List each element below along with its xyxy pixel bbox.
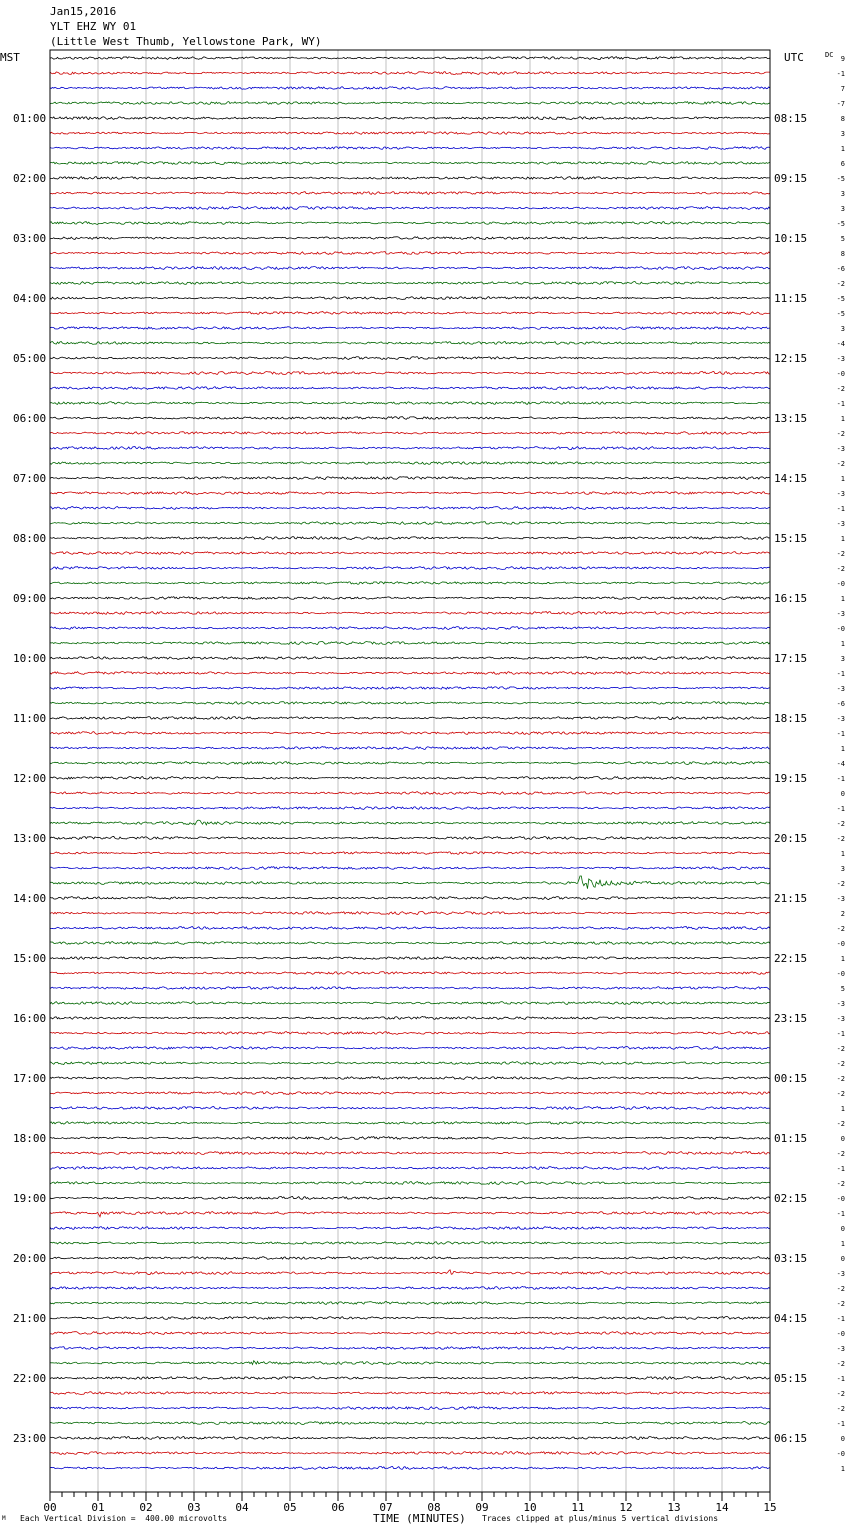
dc-offset-24: 1	[840, 415, 845, 423]
trace-row-47	[50, 762, 770, 765]
dc-offset-8: -5	[836, 175, 845, 183]
dc-offset-53: 1	[840, 850, 845, 858]
x-tick-label-03: 03	[187, 1501, 201, 1514]
utc-label-23: 06:15	[774, 1432, 808, 1445]
trace-row-12	[50, 237, 770, 240]
dc-column-title: DC	[825, 51, 834, 59]
trace-row-86	[50, 1347, 770, 1350]
dc-offset-89: -2	[836, 1390, 845, 1398]
dc-offset-86: -3	[836, 1345, 845, 1353]
dc-offset-46: 1	[840, 745, 845, 753]
dc-offset-3: -7	[836, 100, 845, 108]
trace-row-83	[50, 1301, 770, 1304]
x-tick-label-13: 13	[667, 1501, 681, 1514]
utc-label-21: 04:15	[774, 1312, 808, 1325]
dc-offset-26: -3	[836, 445, 845, 453]
mst-label-4: 04:00	[13, 292, 47, 305]
dc-offset-20: -3	[836, 355, 845, 363]
dc-offset-6: 1	[840, 145, 845, 153]
trace-row-54	[50, 867, 770, 870]
trace-row-53	[50, 852, 770, 855]
seismic-traces	[50, 57, 770, 1470]
dc-offset-70: 1	[840, 1105, 845, 1113]
dc-offset-71: -2	[836, 1120, 845, 1128]
mst-label-19: 19:00	[13, 1192, 47, 1205]
trace-row-4	[50, 117, 770, 120]
dc-offset-49: 0	[840, 790, 845, 798]
dc-offset-28: 1	[840, 475, 845, 483]
trace-row-8	[50, 177, 770, 180]
dc-offset-30: -1	[836, 505, 845, 513]
utc-label-20: 03:15	[774, 1252, 808, 1265]
trace-row-13	[50, 252, 770, 255]
utc-label-18: 01:15	[774, 1132, 808, 1145]
dc-offset-37: -3	[836, 610, 845, 618]
trace-row-80	[50, 1257, 770, 1260]
scale-note: Each Vertical Division = 400.00 microvolts	[20, 1514, 228, 1523]
trace-row-74	[50, 1167, 770, 1170]
dc-offset-73: -2	[836, 1150, 845, 1158]
dc-offset-58: -2	[836, 925, 845, 933]
trace-row-11	[50, 222, 770, 225]
trace-row-42	[50, 687, 770, 690]
dc-offset-labels	[837, 55, 845, 1473]
dc-offset-36: 1	[840, 595, 845, 603]
trace-row-9	[50, 192, 770, 195]
trace-row-65	[50, 1032, 770, 1035]
utc-label-13: 20:15	[774, 832, 808, 845]
x-axis-label: TIME (MINUTES)	[373, 1512, 466, 1525]
utc-label-19: 02:15	[774, 1192, 808, 1205]
trace-row-94	[50, 1466, 770, 1469]
mst-label-23: 23:00	[13, 1432, 47, 1445]
mst-label-7: 07:00	[13, 472, 47, 485]
x-tick-label-12: 12	[619, 1501, 633, 1514]
dc-offset-88: -1	[836, 1375, 845, 1383]
dc-offset-32: 1	[840, 535, 845, 543]
trace-row-57	[50, 912, 770, 915]
trace-row-75	[50, 1182, 770, 1185]
utc-label-12: 19:15	[774, 772, 808, 785]
mst-label-15: 15:00	[13, 952, 47, 965]
dc-offset-77: -1	[836, 1210, 845, 1218]
x-tick-label-09: 09	[475, 1501, 489, 1514]
trace-row-76	[50, 1196, 770, 1199]
trace-row-6	[50, 147, 770, 150]
trace-row-46	[50, 747, 770, 750]
dc-offset-44: -3	[836, 715, 845, 723]
trace-row-43	[50, 702, 770, 705]
trace-row-37	[50, 611, 770, 614]
trace-row-44	[50, 717, 770, 720]
mst-label-21: 21:00	[13, 1312, 47, 1325]
dc-offset-55: -2	[836, 880, 845, 888]
mst-label-22: 22:00	[13, 1372, 47, 1385]
mst-label-3: 03:00	[13, 232, 47, 245]
dc-offset-19: -4	[836, 340, 845, 348]
dc-offset-23: -1	[836, 400, 845, 408]
trace-row-21	[50, 371, 770, 374]
mst-label-17: 17:00	[13, 1072, 47, 1085]
dc-offset-60: 1	[840, 955, 845, 963]
trace-row-64	[50, 1016, 770, 1019]
dc-offset-54: 3	[840, 865, 845, 873]
trace-row-66	[50, 1047, 770, 1050]
dc-offset-33: -2	[836, 550, 845, 558]
dc-offset-39: 1	[840, 640, 845, 648]
utc-label-7: 14:15	[774, 472, 808, 485]
trace-row-24	[50, 417, 770, 420]
x-tick-label-10: 10	[523, 1501, 537, 1514]
utc-label-15: 22:15	[774, 952, 808, 965]
utc-label-3: 10:15	[774, 232, 808, 245]
trace-row-60	[50, 957, 770, 960]
utc-axis-title: UTC	[784, 51, 804, 64]
dc-offset-62: 5	[840, 985, 845, 993]
dc-offset-29: -3	[836, 490, 845, 498]
dc-offset-25: -2	[836, 430, 845, 438]
trace-row-18	[50, 327, 770, 330]
dc-offset-34: -2	[836, 565, 845, 573]
trace-row-62	[50, 987, 770, 990]
x-tick-label-08: 08	[427, 1501, 441, 1514]
trace-row-72	[50, 1137, 770, 1140]
trace-row-50	[50, 807, 770, 810]
utc-label-1: 08:15	[774, 112, 808, 125]
trace-row-90	[50, 1407, 770, 1410]
x-axis	[43, 1492, 776, 1514]
dc-offset-22: -2	[836, 385, 845, 393]
trace-row-5	[50, 132, 770, 135]
trace-row-45	[50, 732, 770, 735]
dc-offset-7: 6	[840, 160, 845, 168]
corner-mark: M	[2, 1515, 6, 1522]
trace-row-26	[50, 447, 770, 450]
header-date: Jan15,2016	[50, 5, 117, 18]
dc-offset-17: -5	[836, 310, 845, 318]
trace-row-71	[50, 1122, 770, 1125]
mst-label-10: 10:00	[13, 652, 47, 665]
dc-offset-48: -1	[836, 775, 845, 783]
minute-gridlines	[98, 50, 722, 1492]
dc-offset-79: 1	[840, 1240, 845, 1248]
header-station: YLT EHZ WY 01	[50, 20, 137, 33]
trace-row-16	[50, 297, 770, 300]
trace-row-39	[50, 642, 770, 645]
trace-row-58	[50, 927, 770, 930]
utc-hour-labels	[774, 112, 807, 1445]
trace-row-30	[50, 507, 770, 510]
dc-offset-51: -2	[836, 820, 845, 828]
dc-offset-57: 2	[840, 910, 845, 918]
trace-row-17	[50, 312, 770, 315]
trace-row-63	[50, 1002, 770, 1005]
clip-note: Traces clipped at plus/minus 5 vertical divisions	[482, 1514, 719, 1523]
dc-offset-50: -1	[836, 805, 845, 813]
utc-label-6: 13:15	[774, 412, 808, 425]
dc-offset-56: -3	[836, 895, 845, 903]
dc-offset-76: -0	[836, 1195, 845, 1203]
dc-offset-63: -3	[836, 1000, 845, 1008]
x-tick-label-02: 02	[139, 1501, 153, 1514]
dc-offset-68: -2	[836, 1075, 845, 1083]
dc-offset-16: -5	[836, 295, 845, 303]
dc-offset-31: -3	[836, 520, 845, 528]
dc-offset-65: -1	[836, 1030, 845, 1038]
utc-label-22: 05:15	[774, 1372, 808, 1385]
dc-offset-92: 0	[840, 1435, 845, 1443]
trace-row-10	[50, 207, 770, 210]
trace-row-27	[50, 462, 770, 465]
trace-row-81	[50, 1270, 770, 1275]
trace-row-7	[50, 162, 770, 165]
trace-row-93	[50, 1452, 770, 1455]
x-tick-label-01: 01	[91, 1501, 105, 1514]
dc-offset-82: -2	[836, 1285, 845, 1293]
x-tick-label-11: 11	[571, 1501, 585, 1514]
utc-label-4: 11:15	[774, 292, 808, 305]
x-tick-label-04: 04	[235, 1501, 249, 1514]
trace-row-77	[50, 1212, 770, 1217]
trace-row-41	[50, 672, 770, 675]
mst-label-16: 16:00	[13, 1012, 47, 1025]
utc-label-17: 00:15	[774, 1072, 808, 1085]
trace-row-14	[50, 267, 770, 270]
trace-row-67	[50, 1062, 770, 1065]
dc-offset-43: -6	[836, 700, 845, 708]
trace-row-73	[50, 1152, 770, 1155]
trace-row-79	[50, 1242, 770, 1245]
dc-offset-2: 7	[840, 85, 845, 93]
x-tick-label-07: 07	[379, 1501, 393, 1514]
mst-label-11: 11:00	[13, 712, 47, 725]
trace-row-25	[50, 432, 770, 435]
trace-row-87	[50, 1361, 770, 1365]
dc-offset-61: -0	[836, 970, 845, 978]
dc-offset-74: -1	[836, 1165, 845, 1173]
dc-offset-35: -0	[836, 580, 845, 588]
mst-hour-labels	[13, 112, 46, 1445]
trace-row-1	[50, 72, 770, 75]
dc-offset-72: 0	[840, 1135, 845, 1143]
trace-row-88	[50, 1377, 770, 1380]
utc-label-16: 23:15	[774, 1012, 808, 1025]
trace-row-69	[50, 1092, 770, 1095]
dc-offset-13: 8	[840, 250, 845, 258]
x-tick-label-14: 14	[715, 1501, 729, 1514]
mst-label-8: 08:00	[13, 532, 47, 545]
mst-label-9: 09:00	[13, 592, 47, 605]
plot-frame	[50, 50, 770, 1492]
mst-label-20: 20:00	[13, 1252, 47, 1265]
dc-offset-81: -3	[836, 1270, 845, 1278]
mst-label-5: 05:00	[13, 352, 47, 365]
dc-offset-38: -0	[836, 625, 845, 633]
dc-offset-12: 5	[840, 235, 845, 243]
utc-label-2: 09:15	[774, 172, 808, 185]
dc-offset-90: -2	[836, 1405, 845, 1413]
dc-offset-67: -2	[836, 1060, 845, 1068]
trace-row-22	[50, 387, 770, 390]
dc-offset-15: -2	[836, 280, 845, 288]
dc-offset-42: -3	[836, 685, 845, 693]
trace-row-0	[50, 57, 770, 60]
trace-row-3	[50, 102, 770, 105]
header-location: (Little West Thumb, Yellowstone Park, WY)	[50, 35, 322, 48]
trace-row-89	[50, 1392, 770, 1395]
dc-offset-40: 3	[840, 655, 845, 663]
dc-offset-66: -2	[836, 1045, 845, 1053]
trace-row-32	[50, 537, 770, 540]
dc-offset-47: -4	[836, 760, 845, 768]
mst-label-2: 02:00	[13, 172, 47, 185]
trace-row-23	[50, 402, 770, 405]
x-tick-label-05: 05	[283, 1501, 297, 1514]
dc-offset-59: -0	[836, 940, 845, 948]
mst-label-18: 18:00	[13, 1132, 47, 1145]
trace-row-34	[50, 567, 770, 570]
dc-offset-4: 8	[840, 115, 845, 123]
trace-row-15	[50, 282, 770, 285]
dc-offset-21: -0	[836, 370, 845, 378]
dc-offset-14: -6	[836, 265, 845, 273]
dc-offset-9: 3	[840, 190, 845, 198]
trace-row-91	[50, 1422, 770, 1425]
dc-offset-18: 3	[840, 325, 845, 333]
mst-label-6: 06:00	[13, 412, 47, 425]
trace-row-2	[50, 87, 770, 90]
dc-offset-41: -1	[836, 670, 845, 678]
dc-offset-78: 0	[840, 1225, 845, 1233]
mst-label-14: 14:00	[13, 892, 47, 905]
trace-row-82	[50, 1286, 770, 1289]
trace-row-48	[50, 777, 770, 780]
trace-row-19	[50, 342, 770, 345]
trace-row-36	[50, 597, 770, 600]
dc-offset-91: -1	[836, 1420, 845, 1428]
dc-offset-45: -1	[836, 730, 845, 738]
trace-row-29	[50, 492, 770, 495]
trace-row-78	[50, 1227, 770, 1230]
dc-offset-75: -2	[836, 1180, 845, 1188]
trace-row-28	[50, 477, 770, 480]
mst-label-12: 12:00	[13, 772, 47, 785]
dc-offset-1: -1	[836, 70, 845, 78]
trace-row-92	[50, 1436, 770, 1439]
utc-label-14: 21:15	[774, 892, 808, 905]
trace-row-59	[50, 942, 770, 945]
utc-label-8: 15:15	[774, 532, 808, 545]
trace-row-33	[50, 552, 770, 555]
dc-offset-52: -2	[836, 835, 845, 843]
trace-row-38	[50, 627, 770, 630]
mst-label-13: 13:00	[13, 832, 47, 845]
dc-offset-84: -1	[836, 1315, 845, 1323]
dc-offset-0: 9	[840, 55, 845, 63]
dc-offset-27: -2	[836, 460, 845, 468]
mst-label-1: 01:00	[13, 112, 47, 125]
x-tick-label-00: 00	[43, 1501, 57, 1514]
mst-axis-title: MST	[0, 51, 20, 64]
dc-offset-10: 3	[840, 205, 845, 213]
trace-row-52	[50, 836, 770, 839]
utc-label-10: 17:15	[774, 652, 808, 665]
trace-row-31	[50, 522, 770, 525]
dc-offset-85: -0	[836, 1330, 845, 1338]
trace-row-35	[50, 582, 770, 585]
dc-offset-69: -2	[836, 1090, 845, 1098]
utc-label-11: 18:15	[774, 712, 808, 725]
trace-row-55	[50, 876, 770, 889]
trace-row-68	[50, 1077, 770, 1080]
trace-row-70	[50, 1107, 770, 1110]
trace-row-49	[50, 792, 770, 795]
trace-row-56	[50, 897, 770, 900]
dc-offset-94: 1	[840, 1465, 845, 1473]
dc-offset-64: -3	[836, 1015, 845, 1023]
trace-row-20	[50, 357, 770, 360]
x-tick-label-06: 06	[331, 1501, 345, 1514]
trace-row-85	[50, 1332, 770, 1335]
dc-offset-87: -2	[836, 1360, 845, 1368]
trace-row-40	[50, 657, 770, 660]
x-tick-label-15: 15	[763, 1501, 777, 1514]
dc-offset-93: -0	[836, 1450, 845, 1458]
dc-offset-80: 0	[840, 1255, 845, 1263]
utc-label-5: 12:15	[774, 352, 808, 365]
dc-offset-83: -2	[836, 1300, 845, 1308]
utc-label-9: 16:15	[774, 592, 808, 605]
trace-row-84	[50, 1316, 770, 1319]
dc-offset-11: -5	[836, 220, 845, 228]
trace-row-51	[50, 820, 770, 825]
dc-offset-5: 3	[840, 130, 845, 138]
trace-row-61	[50, 972, 770, 975]
